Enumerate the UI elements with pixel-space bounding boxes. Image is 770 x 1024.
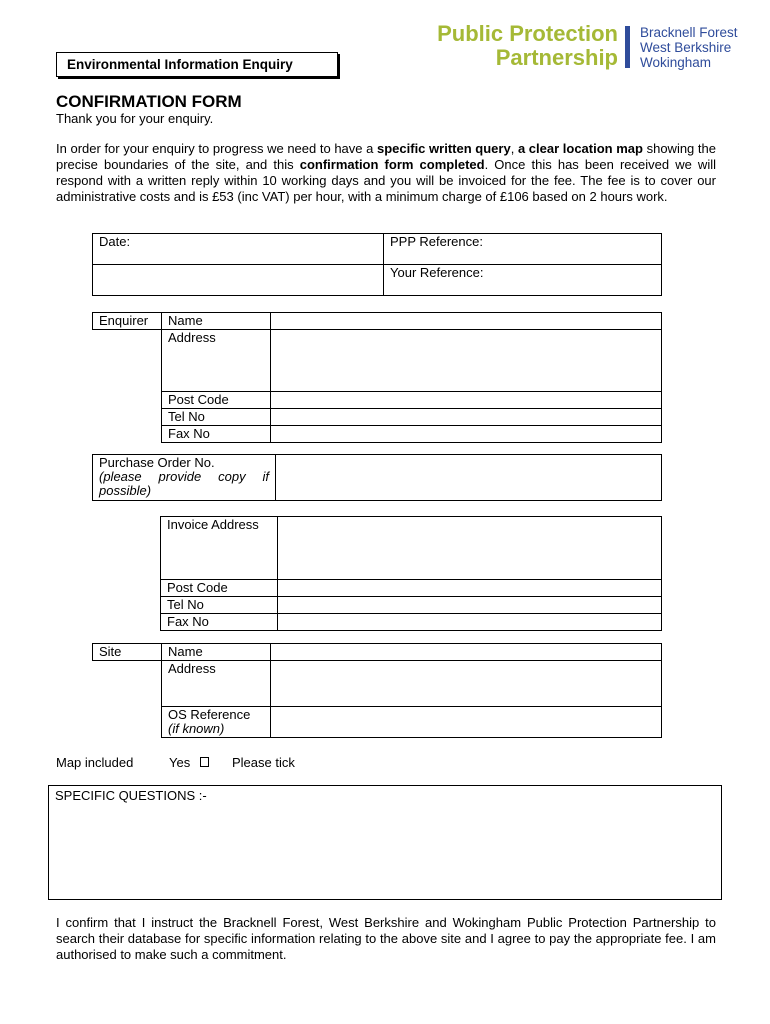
enquirer-postcode-label: Post Code bbox=[162, 392, 271, 409]
invoice-tel-input[interactable] bbox=[278, 597, 662, 614]
purchase-order-input[interactable] bbox=[276, 455, 662, 501]
enquirer-address-label: Address bbox=[162, 330, 271, 392]
site-os-note: (if known) bbox=[168, 721, 225, 736]
ppp-ref-label: PPP Reference: bbox=[390, 234, 483, 249]
purchase-order-note: (please provide copy if possible) bbox=[99, 469, 269, 498]
your-ref-field[interactable] bbox=[384, 265, 662, 296]
intro-t4: . Once this has been received we will respond with a written reply within 10 working days and you will be invoiced for the fee. The fee is to cover our administrative costs and is £53 (inc VAT) per hour, with a minimum charge of £106 based on 2 hours work. bbox=[56, 157, 716, 204]
map-yes-checkbox[interactable] bbox=[200, 757, 209, 767]
logo-authorities bbox=[640, 25, 738, 70]
intro-b1: specific written query bbox=[377, 141, 511, 156]
site-address-input[interactable] bbox=[271, 661, 662, 707]
site-os-input[interactable] bbox=[271, 707, 662, 738]
logo-divider bbox=[625, 26, 630, 68]
intro-t1: In order for your enquiry to progress we need to have a bbox=[56, 141, 377, 156]
enquirer-fax-label: Fax No bbox=[162, 426, 271, 443]
invoice-postcode-label: Post Code bbox=[161, 580, 278, 597]
enquirer-section: Enquirer bbox=[93, 313, 162, 330]
site-table bbox=[92, 643, 662, 738]
site-name-input[interactable] bbox=[271, 644, 662, 661]
invoice-address-input[interactable] bbox=[278, 517, 662, 580]
map-yes-label: Yes bbox=[169, 755, 191, 770]
invoice-address-label: Invoice Address bbox=[161, 517, 278, 580]
date-blank[interactable] bbox=[93, 265, 384, 296]
purchase-order-label: Purchase Order No. bbox=[99, 455, 215, 470]
map-included-label: Map included bbox=[56, 755, 134, 770]
page-heading: CONFIRMATION FORM bbox=[56, 92, 242, 111]
purchase-order-label-cell bbox=[93, 455, 276, 501]
invoice-table bbox=[160, 516, 662, 631]
enquirer-name-label: Name bbox=[162, 313, 271, 330]
purchase-order-table bbox=[92, 454, 662, 501]
enquirer-table bbox=[92, 312, 662, 443]
invoice-fax-label: Fax No bbox=[161, 614, 278, 631]
reference-table bbox=[92, 233, 662, 296]
logo-line2: Partnership bbox=[495, 45, 618, 70]
specific-questions-box[interactable] bbox=[48, 785, 722, 900]
your-ref-label: Your Reference: bbox=[390, 265, 484, 280]
invoice-tel-label: Tel No bbox=[161, 597, 278, 614]
enquirer-fax-input[interactable] bbox=[271, 426, 662, 443]
site-section: Site bbox=[93, 644, 162, 661]
invoice-postcode-input[interactable] bbox=[278, 580, 662, 597]
site-address-label: Address bbox=[162, 661, 271, 707]
logo-sub3: Wokingham bbox=[640, 55, 712, 70]
specific-questions-label: SPECIFIC QUESTIONS :- bbox=[55, 788, 207, 803]
form-title: Environmental Information Enquiry bbox=[56, 52, 338, 77]
intro-t3: showing the precise boundaries of the site, and this bbox=[56, 141, 716, 172]
logo-sub2: West Berkshire bbox=[640, 40, 732, 55]
intro-paragraph bbox=[56, 141, 716, 205]
intro-b3: confirmation form completed bbox=[299, 157, 485, 172]
invoice-fax-input[interactable] bbox=[278, 614, 662, 631]
enquirer-tel-label: Tel No bbox=[162, 409, 271, 426]
enquirer-postcode-input[interactable] bbox=[271, 392, 662, 409]
intro-b2: a clear location map bbox=[517, 141, 643, 156]
enquirer-address-input[interactable] bbox=[271, 330, 662, 392]
date-label: Date: bbox=[99, 234, 131, 249]
intro-t2: , bbox=[510, 141, 518, 156]
enquirer-tel-input[interactable] bbox=[271, 409, 662, 426]
enquirer-name-input[interactable] bbox=[271, 313, 662, 330]
logo-sub1: Bracknell Forest bbox=[640, 25, 738, 40]
logo-line1: Public Protection bbox=[437, 21, 618, 46]
site-os-label: OS Reference bbox=[168, 707, 251, 722]
site-os-label-cell bbox=[162, 707, 271, 738]
confirmation-paragraph: I confirm that I instruct the Bracknell Forest, West Berkshire and Wokingham Public Protection Partnership to search their database for specific information relating to the above site and I agree to pay the appropriate fee. I am authorised to make such a commitment. bbox=[56, 915, 716, 962]
please-tick-label: Please tick bbox=[232, 755, 295, 770]
thanks-text: Thank you for your enquiry. bbox=[56, 111, 214, 126]
site-name-label: Name bbox=[162, 644, 271, 661]
ppp-ref-field[interactable] bbox=[384, 234, 662, 265]
logo-text bbox=[437, 22, 618, 70]
date-field[interactable] bbox=[93, 234, 384, 265]
